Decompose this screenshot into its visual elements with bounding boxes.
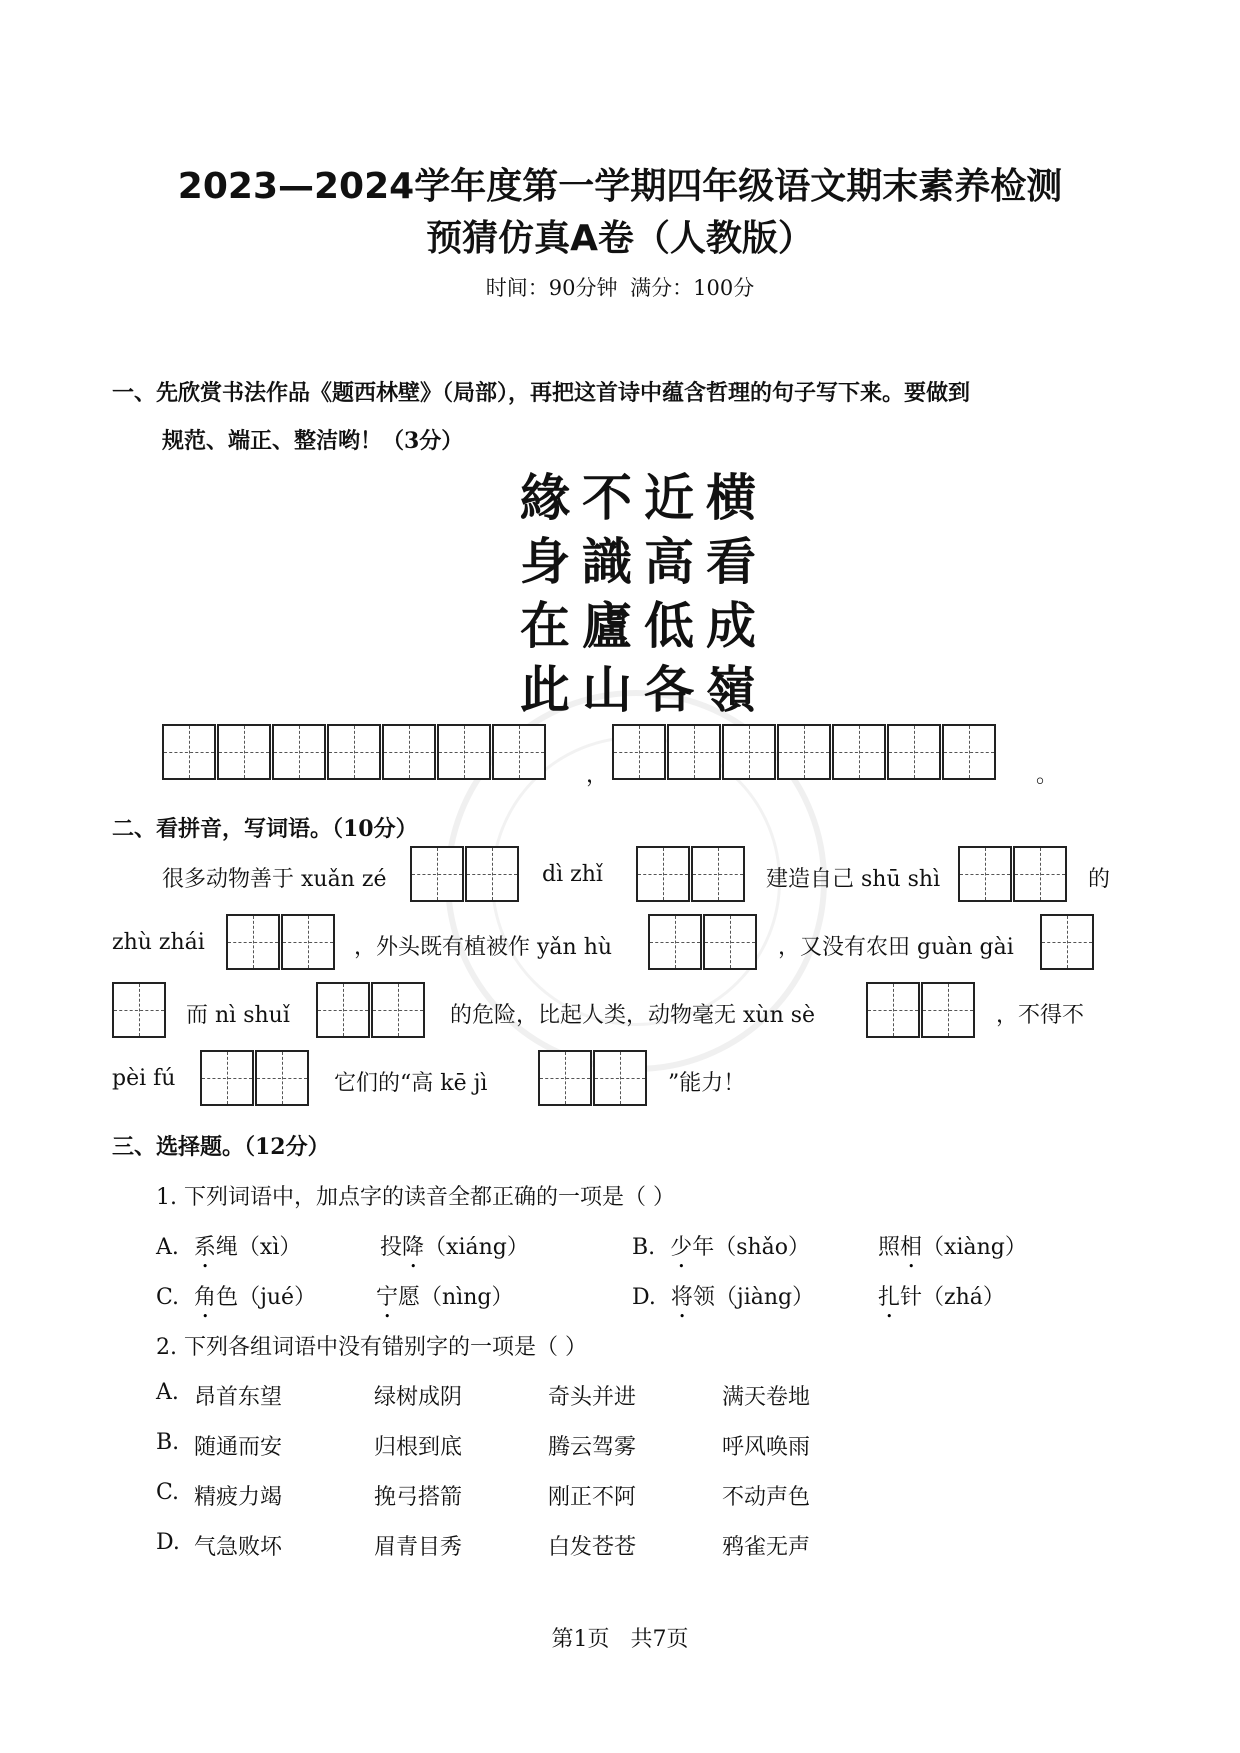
writing-cell[interactable] [832, 724, 886, 780]
option-word: 投 [380, 1235, 403, 1260]
q2-blank-peifu [200, 1050, 310, 1106]
option-word: 眉青目秀 [374, 1535, 463, 1560]
option-row [878, 1280, 1005, 1323]
writing-cell[interactable] [1013, 846, 1067, 902]
q2-blank-xuanze [410, 846, 520, 902]
writing-cell[interactable] [593, 1050, 647, 1106]
option-word: 照 [878, 1235, 901, 1260]
q2-pinyin-text: pèi fú [112, 1066, 176, 1091]
writing-cell[interactable] [316, 982, 370, 1038]
option-word: 白发苍苍 [548, 1535, 637, 1560]
q2-blank-zhuzhai [226, 914, 336, 970]
q2-blank-guangai-1 [1040, 914, 1095, 970]
option-word: 归根到底 [374, 1435, 463, 1460]
writing-cell[interactable] [327, 724, 381, 780]
option-row [878, 1230, 1027, 1273]
option-word: 气急败坏 [194, 1535, 283, 1560]
q2-blank-xunse [866, 982, 976, 1038]
writing-cell[interactable] [437, 724, 491, 780]
q2-text: ，不得不 [996, 1003, 1085, 1028]
option-word: 针（zhá） [900, 1285, 1005, 1310]
q3-heading: 三、选择题。（12分） [112, 1134, 330, 1160]
q2-pinyin-text: 它们的“高 kē jì [334, 1071, 488, 1096]
option-row [376, 1280, 513, 1323]
q3-question-1: 1. 下列词语中，加点字的读音全都正确的一项是（ ） [156, 1185, 675, 1210]
page-footer: 第1页 共7页 [551, 1627, 689, 1652]
q2-text [162, 862, 386, 893]
option-label: D. [156, 1530, 180, 1555]
q2-pinyin-text: zhù zhái [112, 930, 205, 955]
q2-blank-dizhi [636, 846, 746, 902]
dotted-char: 少 [670, 1235, 693, 1260]
option-word: 刚正不阿 [548, 1485, 637, 1510]
writing-cell[interactable] [636, 846, 690, 902]
q1-instruction-cont: 规范、端正、整洁哟！（3分） [162, 428, 464, 454]
option-word: 绳（xì） [215, 1235, 302, 1260]
option-label: B. [632, 1235, 656, 1260]
writing-cell[interactable] [612, 724, 666, 780]
dotted-char: 将 [670, 1285, 693, 1310]
option-label: C. [156, 1285, 180, 1310]
q1-comma: ， [586, 763, 609, 788]
q2-pinyin-text: dì zhǐ [542, 862, 603, 887]
option-row [632, 1230, 810, 1273]
writing-cell[interactable] [942, 724, 996, 780]
option-word: （xiàng） [922, 1235, 1027, 1260]
writing-cell[interactable] [492, 724, 546, 780]
q1-instruction: 一、先欣赏书法作品《题西林壁》（局部），再把这首诗中蕴含哲理的句子写下来。要做到 [112, 380, 971, 406]
writing-cell[interactable] [272, 724, 326, 780]
writing-cell[interactable] [410, 846, 464, 902]
writing-cell[interactable] [722, 724, 776, 780]
option-word: 腾云驾雾 [548, 1435, 637, 1460]
writing-cell[interactable] [703, 914, 757, 970]
writing-cell[interactable] [667, 724, 721, 780]
writing-cell[interactable] [465, 846, 519, 902]
q3-question-2: 2. 下列各组词语中没有错别字的一项是（ ） [156, 1335, 587, 1360]
option-label: B. [156, 1430, 180, 1455]
option-row [156, 1230, 301, 1273]
option-word: 精疲力竭 [194, 1485, 283, 1510]
option-word: （xiáng） [424, 1235, 529, 1260]
q1-answer-grid-right [612, 724, 997, 780]
dotted-char: 相 [900, 1235, 923, 1260]
q2-blank-nishui [316, 982, 426, 1038]
writing-cell[interactable] [538, 1050, 592, 1106]
q2-pinyin-text: 很多动物善于 xuǎn zé [162, 867, 387, 892]
writing-cell[interactable] [921, 982, 975, 1038]
option-label: A. [156, 1235, 179, 1260]
q2-blank-guangai-2 [112, 982, 167, 1038]
option-word: 奇头并进 [548, 1385, 637, 1410]
writing-cell[interactable] [958, 846, 1012, 902]
writing-cell[interactable] [200, 1050, 254, 1106]
writing-cell[interactable] [648, 914, 702, 970]
option-label: D. [632, 1285, 656, 1310]
q2-text: 的 [1088, 867, 1111, 892]
dotted-char: 扎 [878, 1285, 901, 1310]
option-row [632, 1280, 814, 1323]
writing-cell[interactable] [226, 914, 280, 970]
writing-cell[interactable] [281, 914, 335, 970]
q1-answer-grid-left [162, 724, 547, 780]
writing-cell[interactable] [217, 724, 271, 780]
option-word: 鸦雀无声 [722, 1535, 811, 1560]
q2-heading: 二、看拼音，写词语。（10分） [112, 816, 418, 842]
option-word: 昂首东望 [194, 1385, 283, 1410]
option-label: C. [156, 1480, 180, 1505]
exam-meta: 时间：90分钟 满分：100分 [485, 276, 755, 300]
option-row [380, 1230, 529, 1273]
calligraphy-row: 緣不近横 [520, 468, 768, 527]
option-word: 绿树成阴 [374, 1385, 463, 1410]
writing-cell[interactable] [371, 982, 425, 1038]
writing-cell[interactable] [691, 846, 745, 902]
option-word: 不动声色 [722, 1485, 811, 1510]
q2-pinyin-text: 的危险，比起人类，动物毫无 xùn sè [450, 1003, 816, 1028]
writing-cell[interactable] [112, 982, 166, 1038]
q2-blank-shushi [958, 846, 1068, 902]
q2-text: ”能力！ [668, 1071, 746, 1096]
option-word: 领（jiàng） [692, 1285, 815, 1310]
option-row [156, 1280, 316, 1323]
exam-title-line2: 预猜仿真A卷（人教版） [426, 218, 814, 259]
option-word: 挽弓搭箭 [374, 1485, 463, 1510]
option-label: A. [156, 1380, 179, 1405]
calligraphy-work [520, 466, 768, 722]
calligraphy-row: 身識高看 [520, 532, 768, 591]
option-word: 愿（nìng） [398, 1285, 514, 1310]
option-word: 色（jué） [216, 1285, 317, 1310]
writing-cell[interactable] [887, 724, 941, 780]
q2-pinyin-text: 而 nì shuǐ [186, 1003, 290, 1028]
option-word: 年（shǎo） [692, 1235, 811, 1260]
option-word: 满天卷地 [722, 1385, 811, 1410]
calligraphy-row: 此山各嶺 [520, 660, 768, 719]
calligraphy-row: 在廬低成 [520, 596, 768, 655]
writing-cell[interactable] [866, 982, 920, 1038]
q2-blank-keji [538, 1050, 648, 1106]
option-word: 随通而安 [194, 1435, 283, 1460]
writing-cell[interactable] [162, 724, 216, 780]
q2-pinyin-text: ，又没有农田 guàn gài [778, 935, 1014, 960]
dotted-char: 系 [193, 1235, 216, 1260]
dotted-char: 降 [402, 1235, 425, 1260]
exam-title-line1: 2023—2024学年度第一学期四年级语文期末素养检测 [177, 166, 1063, 207]
q2-blank-yanhu [648, 914, 758, 970]
writing-cell[interactable] [255, 1050, 309, 1106]
writing-cell[interactable] [1040, 914, 1094, 970]
option-word: 呼风唤雨 [722, 1435, 811, 1460]
q2-pinyin-text: 建造自己 shū shì [766, 867, 941, 892]
q2-pinyin-text: ，外头既有植被作 yǎn hù [354, 935, 613, 960]
dotted-char: 宁 [376, 1285, 399, 1310]
writing-cell[interactable] [382, 724, 436, 780]
dotted-char: 角 [194, 1285, 217, 1310]
writing-cell[interactable] [777, 724, 831, 780]
q1-period: 。 [1036, 763, 1059, 788]
